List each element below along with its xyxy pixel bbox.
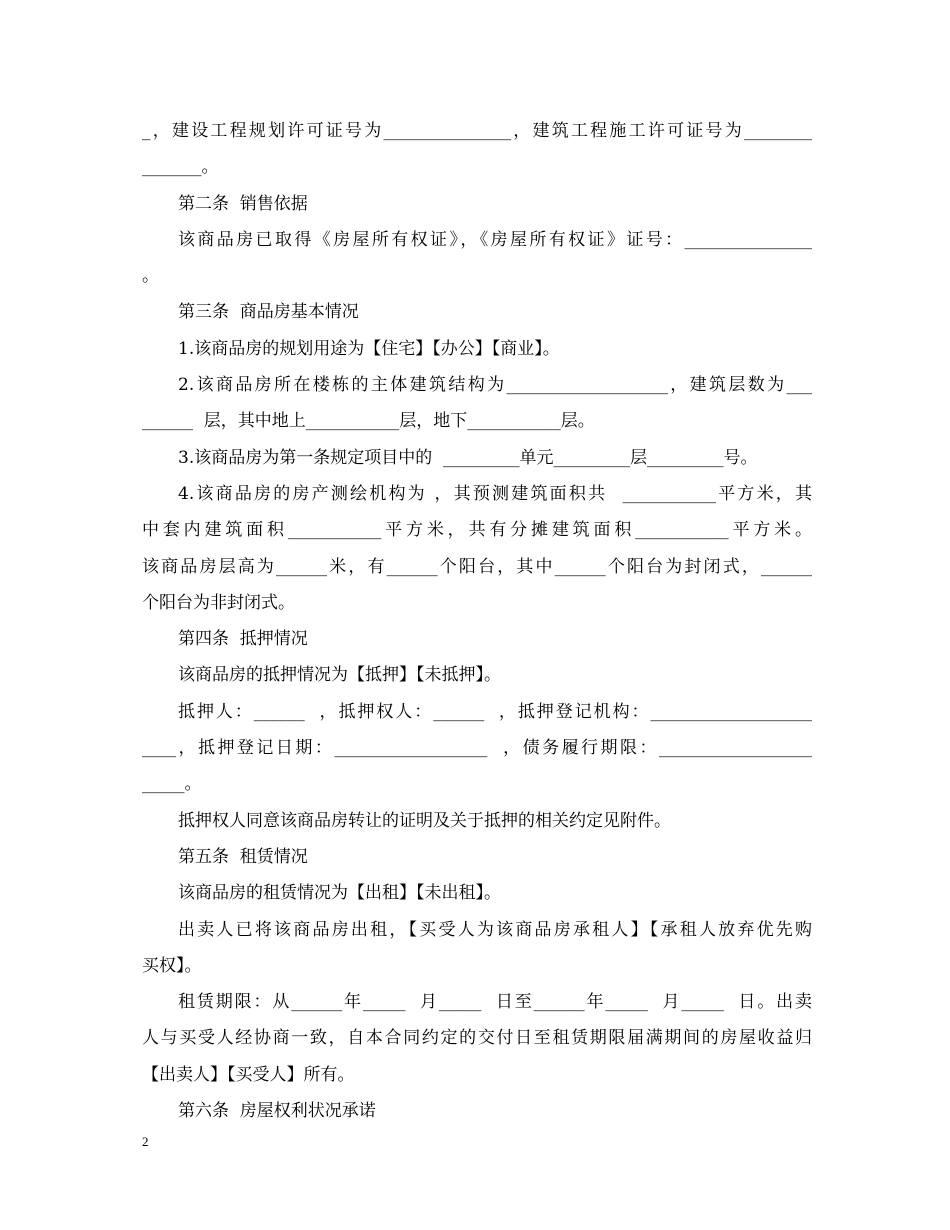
text-line: 1.该商品房的规划用途为【住宅】【办公】【商业】。: [178, 338, 560, 359]
text-line: 该商品房层高为______米，有______个阳台，其中______个阳台为封闭式，______: [142, 556, 812, 577]
text-line: 第二条 销售依据: [178, 193, 308, 214]
text-line: 。: [142, 266, 159, 287]
text-line: ____，抵押登记日期：__________________ ，债务履行期限：__________________: [142, 738, 812, 759]
text-line: 2.该商品房所在楼栋的主体建筑结构为___________________，建筑层数为___: [178, 375, 812, 396]
text-line: 该商品房的租赁情况为【出租】【未出租】。: [178, 883, 501, 904]
text-line: 第五条 租赁情况: [178, 846, 308, 867]
text-line: _____。: [142, 774, 202, 795]
text-line: _，建设工程规划许可证号为_______________，建筑工程施工许可证号为________: [142, 121, 812, 141]
text-line: 出卖人已将该商品房出租，【买受人为该商品房承租人】【承租人放弃优先购: [178, 919, 812, 940]
text-line: ______ 层，其中地上___________层，地下___________层。: [142, 411, 595, 432]
text-line: 4.该商品房的房产测绘机构为 ，其预测建筑面积共 ___________平方米，其: [178, 483, 812, 504]
text-line: 个阳台为非封闭式。: [142, 592, 295, 613]
text-line: 人与买受人经协商一致，自本合同约定的交付日至租赁期限届满期间的房屋收益归: [142, 1028, 812, 1049]
text-line: 第四条 抵押情况: [178, 629, 308, 650]
text-line: 该商品房已取得《房屋所有权证》，《房屋所有权证》证号：_______________: [178, 229, 812, 250]
document-body: [142, 113, 812, 1129]
text-line: 抵押权人同意该商品房转让的证明及关于抵押的相关约定见附件。: [178, 810, 671, 831]
text-line: 中套内建筑面积___________平方米，共有分摊建筑面积___________平方米。: [142, 520, 812, 541]
text-line: 抵押人：______ ，抵押权人：______ ，抵押登记机构：___________________: [178, 701, 812, 722]
text-line: 第三条 商品房基本情况: [178, 302, 359, 323]
text-line: 该商品房的抵押情况为【抵押】【未抵押】。: [178, 665, 501, 686]
text-line: 租赁期限：从______年_____ 月_____ 日至______年_____ 月_____ 日。出卖: [178, 992, 812, 1013]
text-line: 3.该商品房为第一条规定项目中的 _________单元_________层_________号。: [178, 447, 758, 468]
page-number: 2: [142, 1134, 149, 1149]
text-line: 【出卖人】【买受人】所有。: [142, 1064, 355, 1085]
text-line: 第六条 房屋权利状况承诺: [178, 1101, 376, 1122]
text-line: 买权】。: [142, 955, 202, 976]
text-line: _______。: [142, 157, 219, 178]
